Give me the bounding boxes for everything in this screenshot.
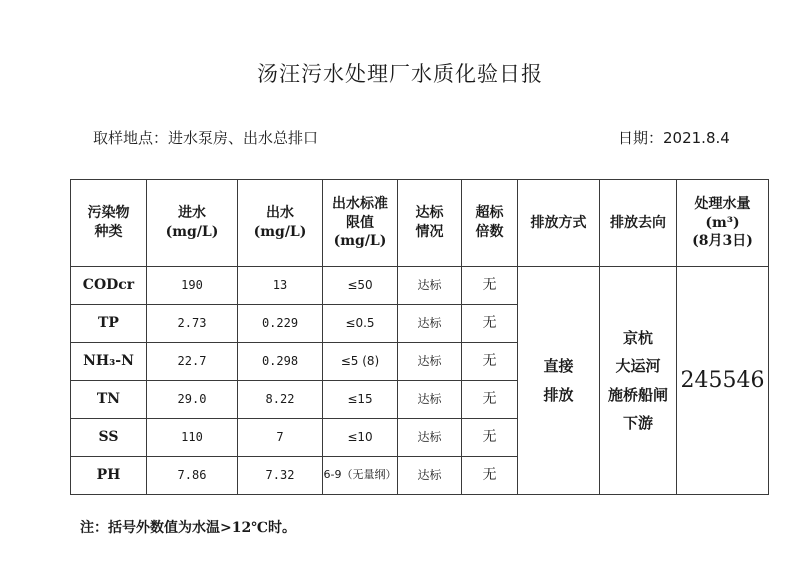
cell-standard: 6-9（无量纲） xyxy=(323,457,398,495)
header-discharge-destination: 排放去向 xyxy=(600,180,677,267)
cell-outflow: 13 xyxy=(238,267,323,305)
cell-outflow: 7 xyxy=(238,419,323,457)
header-pollutant: 污染物 种类 xyxy=(71,180,147,267)
cell-outflow: 7.32 xyxy=(238,457,323,495)
cell-inflow: 2.73 xyxy=(147,305,238,343)
cell-exceed: 无 xyxy=(462,419,518,457)
cell-compliance: 达标 xyxy=(398,267,462,305)
cell-standard: ≤0.5 xyxy=(323,305,398,343)
cell-compliance: 达标 xyxy=(398,419,462,457)
cell-compliance: 达标 xyxy=(398,343,462,381)
cell-exceed: 无 xyxy=(462,457,518,495)
header-exceed: 超标 倍数 xyxy=(462,180,518,267)
cell-exceed: 无 xyxy=(462,381,518,419)
cell-pollutant: SS xyxy=(71,419,147,457)
cell-inflow: 190 xyxy=(147,267,238,305)
cell-pollutant: TN xyxy=(71,381,147,419)
header-inflow: 进水 (mg/L) xyxy=(147,180,238,267)
cell-standard: ≤10 xyxy=(323,419,398,457)
cell-compliance: 达标 xyxy=(398,457,462,495)
cell-inflow: 110 xyxy=(147,419,238,457)
cell-pollutant: PH xyxy=(71,457,147,495)
header-standard: 出水标准 限值 (mg/L) xyxy=(323,180,398,267)
cell-exceed: 无 xyxy=(462,305,518,343)
water-quality-table xyxy=(70,179,769,495)
cell-compliance: 达标 xyxy=(398,381,462,419)
header-discharge-method: 排放方式 xyxy=(518,180,600,267)
cell-discharge-destination: 京杭 大运河 施桥船闸 下游 xyxy=(600,267,677,495)
cell-compliance: 达标 xyxy=(398,305,462,343)
header-outflow: 出水 (mg/L) xyxy=(238,180,323,267)
cell-standard: ≤15 xyxy=(323,381,398,419)
cell-pollutant: CODcr xyxy=(71,267,147,305)
header-volume: 处理水量 (m³) (8月3日) xyxy=(677,180,769,267)
cell-outflow: 8.22 xyxy=(238,381,323,419)
sampling-location: 取样地点：进水泵房、出水总排口 xyxy=(93,129,319,147)
cell-outflow: 0.298 xyxy=(238,343,323,381)
cell-volume: 245546 xyxy=(677,267,769,495)
cell-exceed: 无 xyxy=(462,267,518,305)
cell-pollutant: NH₃-N xyxy=(71,343,147,381)
cell-discharge-method: 直接 排放 xyxy=(518,267,600,495)
cell-outflow: 0.229 xyxy=(238,305,323,343)
cell-inflow: 29.0 xyxy=(147,381,238,419)
cell-pollutant: TP xyxy=(71,305,147,343)
header-compliance: 达标 情况 xyxy=(398,180,462,267)
cell-inflow: 7.86 xyxy=(147,457,238,495)
table-row xyxy=(71,267,769,305)
cell-standard: ≤50 xyxy=(323,267,398,305)
cell-standard: ≤5 (8) xyxy=(323,343,398,381)
cell-exceed: 无 xyxy=(462,343,518,381)
cell-inflow: 22.7 xyxy=(147,343,238,381)
report-title: 汤汪污水处理厂水质化验日报 xyxy=(257,62,543,86)
footnote: 注：括号外数值为水温>12℃时。 xyxy=(80,520,296,536)
table-header-row xyxy=(71,180,769,267)
report-date: 日期：2021.8.4 xyxy=(618,129,730,147)
